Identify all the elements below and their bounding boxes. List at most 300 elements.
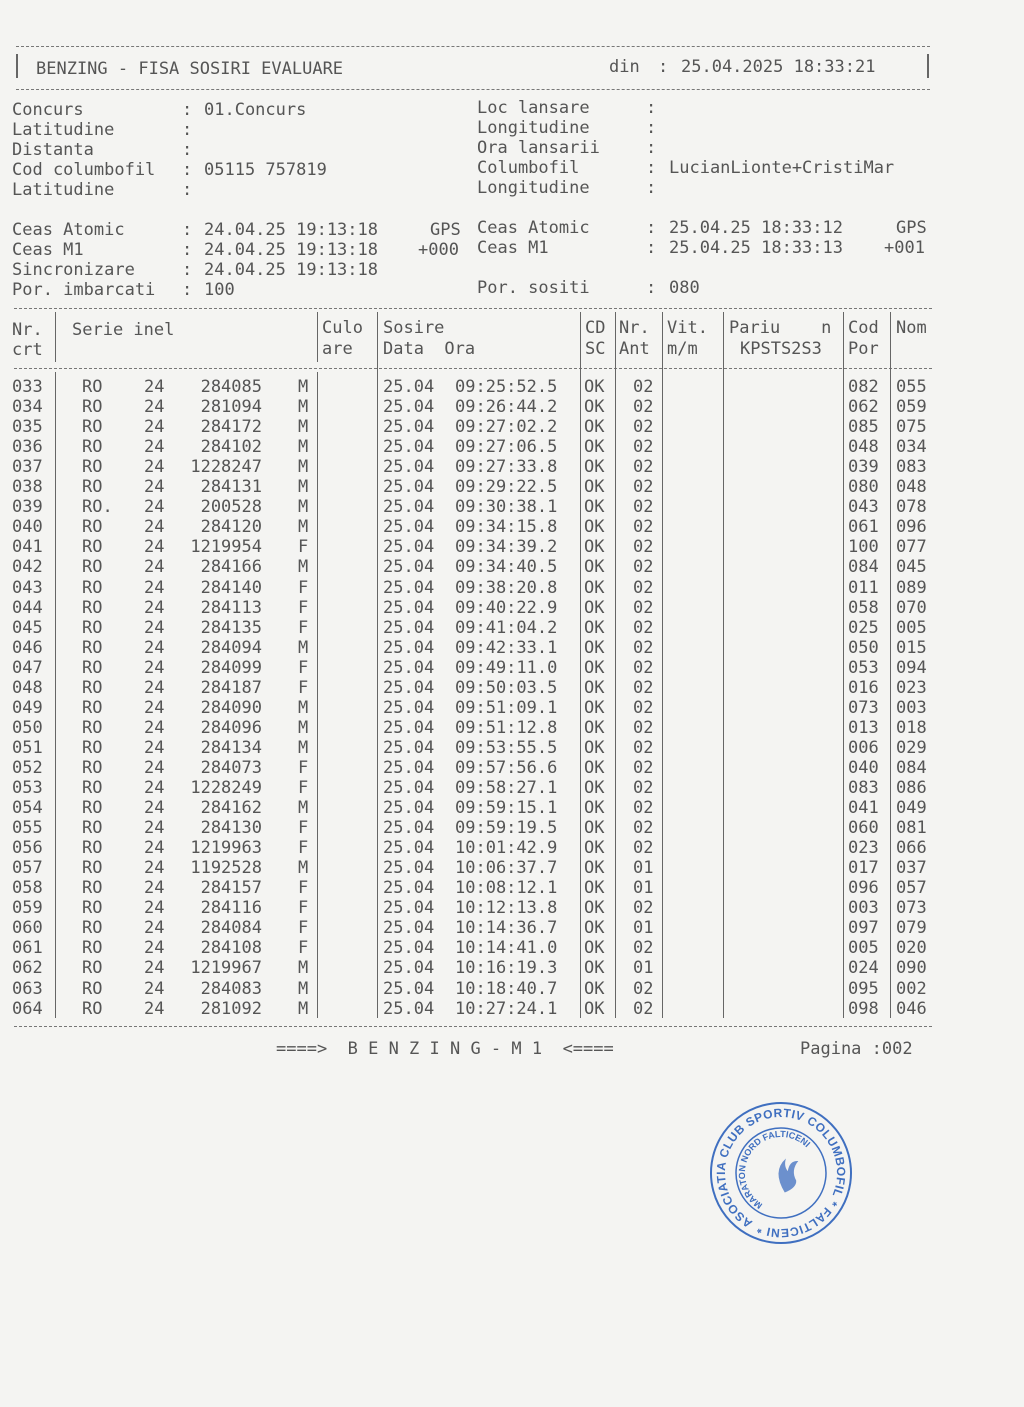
row-country: RO [82, 437, 103, 458]
row-country: RO [82, 778, 103, 798]
row-time: 10:27:24.1 [455, 998, 558, 1019]
clock-value: 25.04.25 18:33:12 [669, 218, 843, 238]
col-ant-header-2: Ant [619, 339, 650, 359]
col-culo-header-2: are [322, 339, 353, 359]
row-year: 24 [144, 477, 165, 498]
row-date: 25.04 [383, 778, 435, 798]
row-ant: 02 [633, 497, 654, 518]
row-sex: M [298, 497, 309, 518]
page-number: Pagina :002 [800, 1039, 913, 1059]
col-sep-2 [317, 312, 318, 362]
table-row [0, 758, 1024, 778]
row-sex: F [298, 778, 309, 798]
row-country: RO [82, 938, 103, 959]
row-nr: 040 [12, 517, 43, 538]
row-sex: F [298, 677, 309, 698]
report-date-value: 25.04.2025 18:33:21 [681, 57, 876, 77]
info-label: Ora lansarii [477, 138, 600, 158]
row-cd: OK [584, 918, 605, 939]
row-sex: M [298, 958, 309, 979]
clock-suffix: GPS [430, 220, 461, 240]
row-ring: 284083 [200, 978, 262, 999]
table-row [0, 417, 1024, 437]
row-cd: OK [584, 778, 605, 798]
col-pariu-header-1: Pariu n [729, 318, 832, 338]
col-vit-header-2: m/m [667, 339, 698, 359]
row-nom: 078 [896, 497, 927, 518]
row-year: 24 [144, 697, 165, 718]
table-row [0, 838, 1024, 858]
row-sex: M [298, 477, 309, 498]
row-time: 09:49:11.0 [455, 657, 558, 678]
row-date: 25.04 [383, 597, 435, 618]
row-time: 10:12:13.8 [455, 898, 558, 919]
row-nr: 047 [12, 657, 43, 678]
row-year: 24 [144, 517, 165, 538]
row-year: 24 [144, 757, 165, 778]
row-cd: OK [584, 878, 605, 899]
row-date: 25.04 [383, 537, 435, 558]
info-value: LucianLionte+CristiMar [669, 158, 895, 178]
row-country: RO [82, 757, 103, 778]
row-ring: 284134 [200, 737, 262, 758]
row-ring: 200528 [200, 497, 262, 518]
row-year: 24 [144, 717, 165, 738]
row-cd: OK [584, 737, 605, 758]
report-date-colon: : [658, 57, 669, 77]
table-row [0, 979, 1024, 999]
row-country: RO [82, 697, 103, 718]
row-time: 10:14:41.0 [455, 938, 558, 959]
row-ant: 02 [633, 757, 654, 778]
row-nr: 059 [12, 898, 43, 919]
row-nom: 023 [896, 677, 927, 698]
row-time: 09:57:56.6 [455, 757, 558, 778]
row-cod: 048 [848, 437, 879, 458]
info-colon: : [182, 180, 193, 200]
row-ant: 02 [633, 377, 654, 397]
row-date: 25.04 [383, 377, 435, 397]
row-nr: 053 [12, 778, 43, 798]
row-time: 09:51:09.1 [455, 697, 558, 718]
row-date: 25.04 [383, 878, 435, 899]
row-ant: 01 [633, 878, 654, 899]
row-nom: 075 [896, 417, 927, 438]
table-row [0, 658, 1024, 678]
row-nom: 018 [896, 717, 927, 738]
row-cod: 043 [848, 497, 879, 518]
row-ant: 02 [633, 898, 654, 919]
row-date: 25.04 [383, 958, 435, 979]
row-cd: OK [584, 637, 605, 658]
info-label: Distanta [12, 140, 94, 160]
row-cd: OK [584, 517, 605, 538]
table-row [0, 537, 1024, 557]
row-ant: 02 [633, 697, 654, 718]
clock-colon: : [646, 218, 657, 238]
row-cod: 083 [848, 778, 879, 798]
row-sex: M [298, 697, 309, 718]
clock-colon: : [182, 240, 193, 260]
association-stamp [706, 1098, 856, 1252]
table-row [0, 578, 1024, 598]
row-nr: 052 [12, 757, 43, 778]
row-year: 24 [144, 898, 165, 919]
info-colon: : [182, 160, 193, 180]
row-ring: 284090 [200, 697, 262, 718]
header-left-border [16, 54, 18, 78]
info-label: Latitudine [12, 180, 115, 200]
clock-label: Ceas M1 [477, 238, 549, 258]
row-year: 24 [144, 577, 165, 598]
row-cd: OK [584, 677, 605, 698]
info-colon: : [182, 100, 193, 120]
row-time: 09:27:33.8 [455, 457, 558, 478]
row-cod: 011 [848, 577, 879, 598]
row-time: 09:34:39.2 [455, 537, 558, 558]
row-nr: 054 [12, 798, 43, 819]
row-sex: F [298, 818, 309, 839]
row-nr: 034 [12, 397, 43, 418]
row-ant: 02 [633, 457, 654, 478]
row-sex: F [298, 657, 309, 678]
table-row [0, 958, 1024, 978]
row-ant: 02 [633, 657, 654, 678]
row-cd: OK [584, 577, 605, 598]
row-cd: OK [584, 757, 605, 778]
row-nom: 034 [896, 437, 927, 458]
row-date: 25.04 [383, 697, 435, 718]
row-cod: 039 [848, 457, 879, 478]
row-time: 09:51:12.8 [455, 717, 558, 738]
row-date: 25.04 [383, 938, 435, 959]
row-time: 09:29:22.5 [455, 477, 558, 498]
row-sex: F [298, 617, 309, 638]
row-nr: 038 [12, 477, 43, 498]
report-date-label: din [609, 57, 640, 77]
row-nr: 049 [12, 697, 43, 718]
table-bottom-divider [14, 1026, 932, 1027]
header-right-border [927, 54, 929, 78]
col-pariu-header-2: KPSTS2S3 [740, 339, 822, 359]
row-time: 09:40:22.9 [455, 597, 558, 618]
row-nom: 005 [896, 617, 927, 638]
row-time: 09:58:27.1 [455, 778, 558, 798]
row-date: 25.04 [383, 677, 435, 698]
table-row [0, 497, 1024, 517]
info-label: Columbofil [477, 158, 580, 178]
row-ring: 284166 [200, 557, 262, 578]
row-ant: 02 [633, 778, 654, 798]
row-nr: 060 [12, 918, 43, 939]
row-ant: 02 [633, 417, 654, 438]
row-date: 25.04 [383, 457, 435, 478]
row-year: 24 [144, 858, 165, 879]
col-cod-header-2: Por [848, 339, 879, 359]
row-date: 25.04 [383, 657, 435, 678]
row-cod: 096 [848, 878, 879, 899]
row-ant: 02 [633, 818, 654, 839]
table-header-divider [14, 368, 932, 369]
row-nom: 066 [896, 838, 927, 859]
row-country: RO [82, 737, 103, 758]
info-label: Longitudine [477, 178, 590, 198]
row-cod: 023 [848, 838, 879, 859]
row-year: 24 [144, 878, 165, 899]
row-ring: 284131 [200, 477, 262, 498]
row-country: RO [82, 858, 103, 879]
row-ring: 1219954 [190, 537, 262, 558]
row-nr: 058 [12, 878, 43, 899]
table-row [0, 638, 1024, 658]
row-ant: 01 [633, 918, 654, 939]
row-cd: OK [584, 657, 605, 678]
row-date: 25.04 [383, 477, 435, 498]
row-nom: 083 [896, 457, 927, 478]
row-time: 09:27:06.5 [455, 437, 558, 458]
row-sex: M [298, 637, 309, 658]
row-nom: 086 [896, 778, 927, 798]
row-cod: 061 [848, 517, 879, 538]
row-ring: 284084 [200, 918, 262, 939]
row-nr: 064 [12, 998, 43, 1019]
col-sosire-header-2: Data Ora [383, 339, 476, 359]
col-nom-header-1: Nom [896, 318, 927, 338]
row-year: 24 [144, 657, 165, 678]
row-ant: 02 [633, 838, 654, 859]
row-time: 09:25:52.5 [455, 377, 558, 397]
row-nom: 077 [896, 537, 927, 558]
row-date: 25.04 [383, 577, 435, 598]
row-cd: OK [584, 838, 605, 859]
table-row [0, 678, 1024, 698]
row-ant: 02 [633, 617, 654, 638]
row-year: 24 [144, 497, 165, 518]
table-row [0, 878, 1024, 898]
row-country: RO [82, 617, 103, 638]
row-ring: 284099 [200, 657, 262, 678]
row-sex: M [298, 998, 309, 1019]
row-year: 24 [144, 537, 165, 558]
col-cod-header-1: Cod [848, 318, 879, 338]
row-country: RO [82, 878, 103, 899]
row-year: 24 [144, 637, 165, 658]
col-sosire-header-1: Sosire [383, 318, 445, 338]
row-country: RO [82, 577, 103, 598]
info-label: Loc lansare [477, 98, 590, 118]
row-ring: 284120 [200, 517, 262, 538]
row-cod: 013 [848, 717, 879, 738]
row-ant: 02 [633, 437, 654, 458]
row-country: RO [82, 397, 103, 418]
row-cod: 085 [848, 417, 879, 438]
table-top-divider [14, 308, 932, 309]
info-label: Cod columbofil [12, 160, 156, 180]
row-country: RO [82, 517, 103, 538]
row-date: 25.04 [383, 978, 435, 999]
row-date: 25.04 [383, 557, 435, 578]
row-year: 24 [144, 778, 165, 798]
row-country: RO [82, 717, 103, 738]
row-ant: 02 [633, 597, 654, 618]
row-time: 09:59:15.1 [455, 798, 558, 819]
row-cd: OK [584, 898, 605, 919]
row-ring: 284157 [200, 878, 262, 899]
row-nom: 079 [896, 918, 927, 939]
info-label: Longitudine [477, 118, 590, 138]
row-ring: 1192528 [190, 858, 262, 879]
row-time: 09:26:44.2 [455, 397, 558, 418]
clock-value: 25.04.25 18:33:13 [669, 238, 843, 258]
row-sex: M [298, 978, 309, 999]
row-nr: 045 [12, 617, 43, 638]
row-country: RO [82, 637, 103, 658]
row-cod: 025 [848, 617, 879, 638]
row-year: 24 [144, 737, 165, 758]
row-ring: 1219963 [190, 838, 262, 859]
row-nr: 056 [12, 838, 43, 859]
col-nr-header-1: Nr. [12, 320, 43, 340]
info-label: Concurs [12, 100, 84, 120]
row-nom: 046 [896, 998, 927, 1019]
row-time: 09:34:40.5 [455, 557, 558, 578]
row-ring: 284108 [200, 938, 262, 959]
row-country: RO [82, 537, 103, 558]
row-sex: F [298, 537, 309, 558]
info-colon: : [646, 98, 657, 118]
row-cd: OK [584, 818, 605, 839]
table-row [0, 818, 1024, 838]
row-sex: M [298, 557, 309, 578]
row-year: 24 [144, 978, 165, 999]
info-colon: : [646, 158, 657, 178]
table-row [0, 437, 1024, 457]
row-time: 09:41:04.2 [455, 617, 558, 638]
row-nom: 070 [896, 597, 927, 618]
clock-value: 24.04.25 19:13:18 [204, 220, 378, 240]
row-country: RO [82, 557, 103, 578]
row-cod: 084 [848, 557, 879, 578]
row-date: 25.04 [383, 397, 435, 418]
row-time: 10:06:37.7 [455, 858, 558, 879]
clock-value: 24.04.25 19:13:18 [204, 240, 378, 260]
row-cd: OK [584, 978, 605, 999]
row-sex: M [298, 397, 309, 418]
row-sex: F [298, 918, 309, 939]
row-nr: 043 [12, 577, 43, 598]
row-nr: 037 [12, 457, 43, 478]
row-sex: M [298, 377, 309, 397]
row-date: 25.04 [383, 637, 435, 658]
row-ring: 284187 [200, 677, 262, 698]
svg-text:ASOCIATIA CLUB SPORTIV COLUMBO: ASOCIATIA CLUB SPORTIV COLUMBOFIL * FALTICENI * [713, 1105, 849, 1241]
row-sex: F [298, 878, 309, 899]
row-year: 24 [144, 397, 165, 418]
row-date: 25.04 [383, 838, 435, 859]
row-country: RO [82, 417, 103, 438]
row-country: RO [82, 657, 103, 678]
row-nr: 050 [12, 717, 43, 738]
row-country: RO [82, 597, 103, 618]
row-nom: 002 [896, 978, 927, 999]
row-cd: OK [584, 617, 605, 638]
info-colon: : [646, 138, 657, 158]
clock-label: Ceas M1 [12, 240, 84, 260]
row-nr: 033 [12, 377, 43, 397]
row-nr: 055 [12, 818, 43, 839]
row-ring: 1219967 [190, 958, 262, 979]
info-value: 01.Concurs [204, 100, 307, 120]
row-ring: 284113 [200, 597, 262, 618]
row-sex: M [298, 457, 309, 478]
row-nr: 035 [12, 417, 43, 438]
row-nom: 073 [896, 898, 927, 919]
table-row [0, 517, 1024, 537]
row-nr: 057 [12, 858, 43, 879]
row-nom: 037 [896, 858, 927, 879]
row-nom: 084 [896, 757, 927, 778]
row-time: 10:01:42.9 [455, 838, 558, 859]
row-nom: 055 [896, 377, 927, 397]
table-row [0, 778, 1024, 798]
info-colon: : [182, 140, 193, 160]
row-date: 25.04 [383, 417, 435, 438]
row-cd: OK [584, 437, 605, 458]
col-culo-header-1: Culo [322, 318, 363, 338]
row-nom: 094 [896, 657, 927, 678]
row-time: 09:38:20.8 [455, 577, 558, 598]
clock-colon: : [646, 238, 657, 258]
clock-value: 100 [204, 280, 235, 300]
row-sex: M [298, 798, 309, 819]
row-cd: OK [584, 597, 605, 618]
table-row [0, 598, 1024, 618]
row-year: 24 [144, 998, 165, 1019]
row-nr: 051 [12, 737, 43, 758]
report-title: BENZING - FISA SOSIRI EVALUARE [36, 59, 344, 79]
row-country: RO [82, 978, 103, 999]
row-time: 10:18:40.7 [455, 978, 558, 999]
row-nom: 020 [896, 938, 927, 959]
row-cod: 017 [848, 858, 879, 879]
row-sex: F [298, 577, 309, 598]
row-date: 25.04 [383, 737, 435, 758]
clock-label: Ceas Atomic [12, 220, 125, 240]
row-nom: 003 [896, 697, 927, 718]
table-row [0, 618, 1024, 638]
table-row [0, 557, 1024, 577]
row-date: 25.04 [383, 898, 435, 919]
row-country: RO [82, 798, 103, 819]
clock-colon: : [182, 280, 193, 300]
row-nr: 041 [12, 537, 43, 558]
row-cod: 024 [848, 958, 879, 979]
row-nom: 081 [896, 818, 927, 839]
row-cd: OK [584, 717, 605, 738]
table-row [0, 858, 1024, 878]
row-sex: M [298, 417, 309, 438]
row-time: 09:42:33.1 [455, 637, 558, 658]
clock-value: 080 [669, 278, 700, 298]
row-cod: 040 [848, 757, 879, 778]
row-country: RO [82, 377, 103, 397]
row-ant: 02 [633, 537, 654, 558]
info-value: 05115 757819 [204, 160, 327, 180]
row-cd: OK [584, 858, 605, 879]
row-nom: 090 [896, 958, 927, 979]
clock-colon: : [182, 260, 193, 280]
row-ring: 284116 [200, 898, 262, 919]
